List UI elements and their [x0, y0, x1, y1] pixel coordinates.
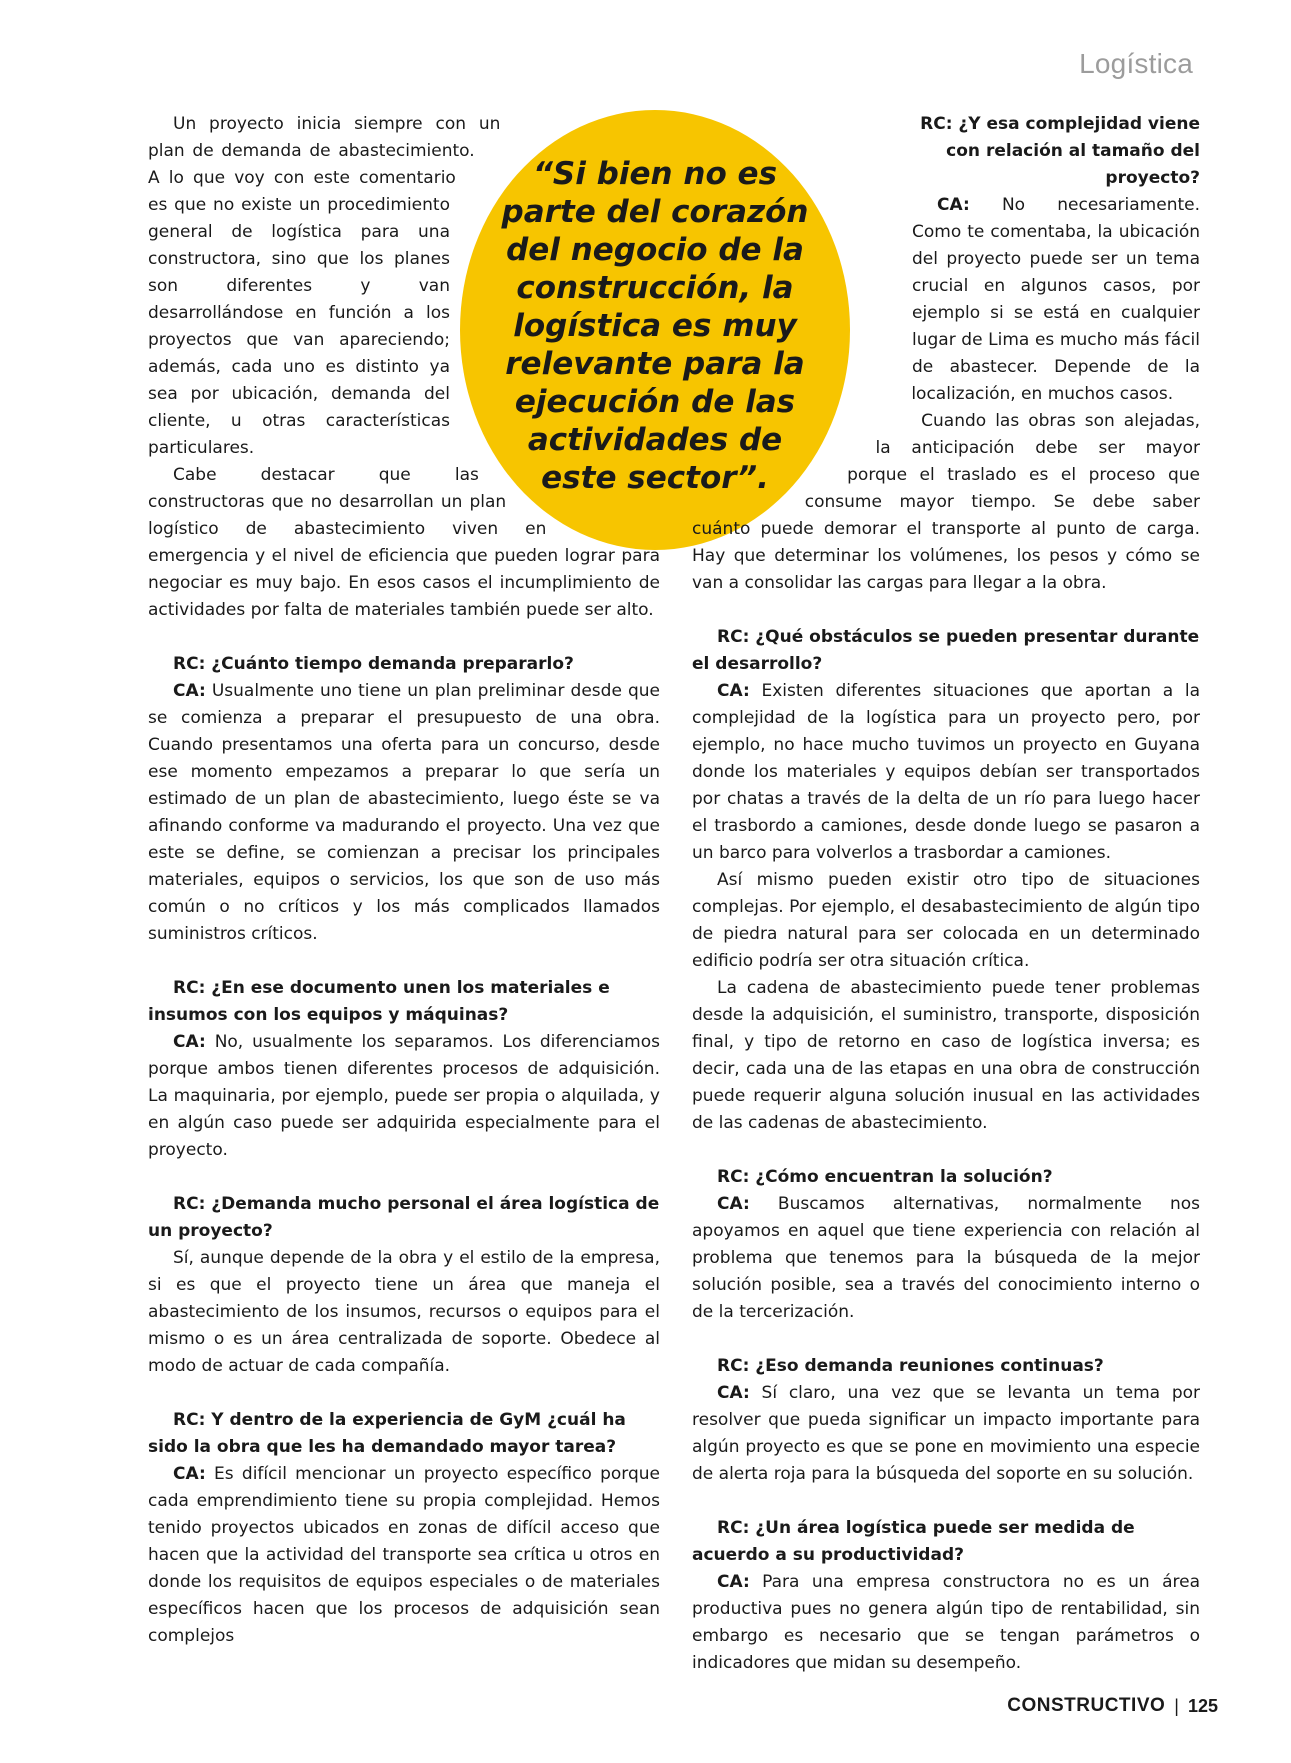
- answer-label: CA:: [717, 1572, 750, 1592]
- answer-label: CA:: [173, 681, 206, 701]
- magazine-name: CONSTRUCTIVO: [1007, 1695, 1166, 1716]
- answer-text: Buscamos alternativas, normalmente nos apoyamos en aquel que tiene experiencia con relación al problema que tenemos para la búsqueda de la mejor solución posible, sea a través del conocimiento interno o de la tercerización.: [692, 1194, 1200, 1322]
- answer-1: [148, 678, 660, 948]
- question-9: RC: ¿Un área logística puede ser medida de acuerdo a su productividad?: [692, 1518, 1135, 1565]
- answer-text: No, usualmente los separamos. Los diferenciamos porque ambos tienen diferentes procesos de adquisición. La maquinaria, por ejemplo, puede ser propia o alquilada, y en algún caso puede ser adquirida especialmente para el proyecto.: [148, 1032, 660, 1160]
- answer-2: [148, 1029, 660, 1164]
- answer-5-paragraph-2: Cuando las obras son alejadas, la anticipación debe ser mayor porque el traslado es el proceso que consume mayor tiempo. Se debe saber cuánto puede demorar el transporte al punto de carga. Hay que determinar los volúmenes, los pesos y cómo se van a consolidar las cargas para llegar a la obra.: [692, 411, 1200, 593]
- question-3: RC: ¿Demanda mucho personal el área logística de un proyecto?: [148, 1194, 660, 1241]
- answer-7: [692, 1191, 1200, 1326]
- question-8: RC: ¿Eso demanda reuniones continuas?: [717, 1356, 1104, 1376]
- page-footer: [1007, 1695, 1218, 1717]
- answer-6-paragraph-2: Así mismo pueden existir otro tipo de situaciones complejas. Por ejemplo, el desabastecimiento de algún tipo de piedra natural para ser colocada en un determinado edificio podría ser otra situación crítica.: [692, 870, 1200, 971]
- answer-text: Usualmente uno tiene un plan preliminar desde que se comienza a preparar el presupuesto de una obra. Cuando presentamos una oferta para un concurso, desde ese momento empezamos a preparar lo que sería un estimado de un plan de abastecimiento, luego éste se va afinando conforme va madurando el proyecto. Una vez que este se define, se comienzan a precisar los principales materiales, equipos o servicios, los que son de uso más común o no críticos y los más complicados llamados suministros críticos.: [148, 681, 661, 944]
- answer-6: [692, 678, 1200, 867]
- answer-6-paragraph-3: La cadena de abastecimiento puede tener problemas desde la adquisición, el suministro, transporte, disposición final, y tipo de retorno en caso de logística inversa; es decir, cada una de las etapas en una obra de construcción puede requerir alguna solución inusual en las actividades de las cadenas de abastecimiento.: [692, 978, 1200, 1133]
- answer-label: CA:: [937, 195, 970, 215]
- answer-4: [148, 1461, 660, 1650]
- intro-paragraph-2: Cabe destacar que las constructoras que no desarrollan un plan logístico de abastecimiento viven en emergencia y el nivel de eficiencia que pueden lograr para negociar es muy bajo. En esos casos el incumplimiento de actividades por falta de materiales también puede ser alto.: [148, 465, 660, 620]
- answer-label: CA:: [173, 1032, 206, 1052]
- answer-text: Es difícil mencionar un proyecto específico porque cada emprendimiento tiene su propia complejidad. Hemos tenido proyectos ubicados en zonas de difícil acceso que hacen que la actividad del transporte sea crítica u otros en donde los requisitos de equipos especiales o de materiales específicos hacen que los procesos de adquisición sean complejos: [148, 1464, 660, 1646]
- question-4: RC: Y dentro de la experiencia de GyM ¿cuál ha sido la obra que les ha demandado mayor tarea?: [148, 1410, 626, 1457]
- question-5: RC: ¿Y esa complejidad viene con relación al tamaño del proyecto?: [920, 114, 1200, 188]
- footer-separator: |: [1174, 1695, 1179, 1716]
- question-7: RC: ¿Cómo encuentran la solución?: [717, 1167, 1053, 1187]
- answer-8: [692, 1380, 1200, 1488]
- answer-text: Sí claro, una vez que se levanta un tema por resolver que pueda significar un impacto importante para algún proyecto es que se pone en movimiento una especie de alerta roja para la búsqueda del soporte en su solución.: [692, 1383, 1201, 1484]
- answer-label: CA:: [173, 1464, 206, 1484]
- question-1: RC: ¿Cuánto tiempo demanda prepararlo?: [173, 654, 574, 674]
- answer-9: [692, 1569, 1200, 1677]
- answer-label: CA:: [717, 1194, 750, 1214]
- question-2: RC: ¿En ese documento unen los materiales e insumos con los equipos y máquinas?: [148, 978, 610, 1025]
- answer-label: CA:: [717, 681, 750, 701]
- answer-text: No necesariamente. Como te comentaba, la ubicación del proyecto puede ser un tema crucial en algunos casos, por ejemplo si se está en cualquier lugar de Lima es mucho más fácil de abastecer. Depende de la localización, en muchos casos.: [911, 195, 1200, 404]
- question-6: RC: ¿Qué obstáculos se pueden presentar durante el desarrollo?: [692, 627, 1200, 674]
- answer-3: Sí, aunque depende de la obra y el estilo de la empresa, si es que el proyecto tiene un área que maneja el abastecimiento de los insumos, recursos o equipos para el mismo o es un área centralizada de soporte. Obedece al modo de actuar de cada compañía.: [148, 1248, 660, 1376]
- answer-label: CA:: [717, 1383, 750, 1403]
- section-label: Logística: [1079, 48, 1193, 79]
- answer-text: Existen diferentes situaciones que aportan a la complejidad de la logística para un proyecto pero, por ejemplo, no hace mucho tuvimos un proyecto en Guyana donde los materiales y equipos debían ser transportados por chatas a través de la delta de un río para luego hacer el trasbordo a camiones, desde donde luego se pasaron a un barco para volverlos a trasbordar a camiones.: [692, 681, 1200, 863]
- answer-text: Para una empresa constructora no es un área productiva pues no genera algún tipo de rentabilidad, sin embargo es necesario que se tengan parámetros o indicadores que midan su desempeño.: [692, 1572, 1200, 1673]
- pull-quote: “Si bien no es parte del corazón del negocio de la construcción, la logística es muy relevante para la ejecución de las actividades de este sector”.: [501, 156, 809, 496]
- intro-paragraph-1: Un proyecto inicia siempre con un plan de demanda de abastecimiento. A lo que voy con este comentario es que no existe un procedimiento general de logística para una constructora, sino que los planes son diferentes y van desarrollándose en función a los proyectos que van apareciendo; además, cada uno es distinto ya sea por ubicación, demanda del cliente, u otras características particulares.: [148, 114, 501, 458]
- page-number: 125: [1187, 1695, 1218, 1716]
